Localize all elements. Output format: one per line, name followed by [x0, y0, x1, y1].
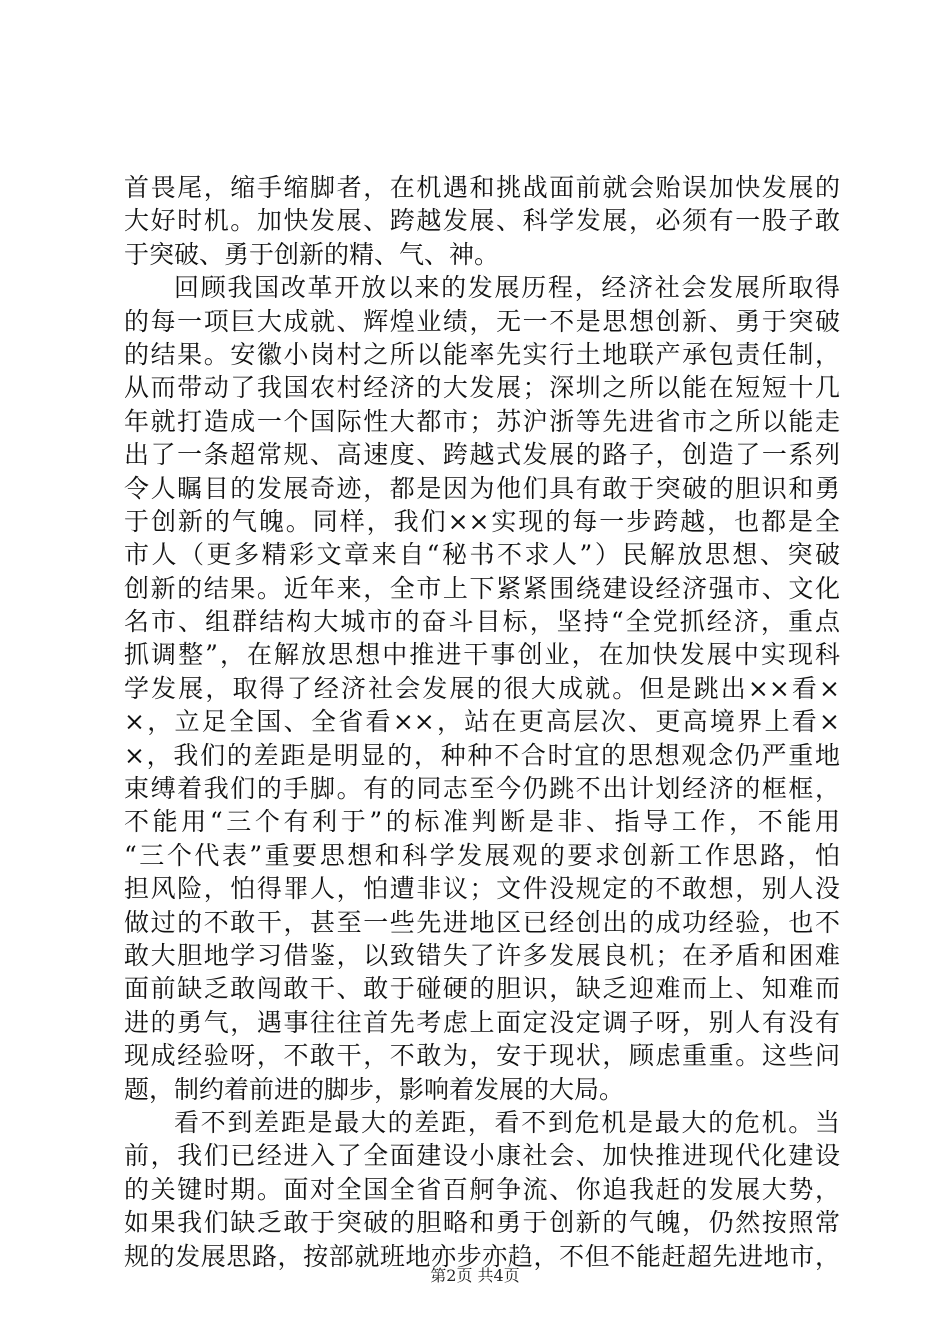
paragraph-line: 抓调整”，在解放思想中推进干事创业，在加快发展中实现科 [124, 640, 840, 670]
document-body [124, 171, 840, 1273]
paragraph-line: 回顾我国改革开放以来的发展历程，经济社会发展所取得 [174, 273, 840, 303]
paragraph-line: 于突破、勇于创新的精、气、神。 [124, 239, 500, 269]
paragraph [124, 1106, 840, 1273]
paragraph-line: 看不到差距是最大的差距，看不到危机是最大的危机。当 [174, 1107, 840, 1137]
paragraph-line: 做过的不敢干，甚至一些先进地区已经创出的成功经验，也不 [124, 907, 840, 937]
paragraph-line: 创新的结果。近年来，全市上下紧紧围绕建设经济强市、文化 [124, 573, 840, 603]
paragraph-line: 的每一项巨大成就、辉煌业绩，无一不是思想创新、勇于突破 [124, 306, 840, 336]
page-footer: 第2页 共4页 [430, 1266, 520, 1285]
paragraph-line: 首畏尾，缩手缩脚者，在机遇和挑战面前就会贻误加快发展的 [124, 173, 840, 202]
paragraph-line: 前，我们已经进入了全面建设小康社会、加快推进现代化建设 [124, 1141, 840, 1171]
paragraph-line: 年就打造成一个国际性大都市；苏沪浙等先进省市之所以能走 [124, 406, 840, 436]
paragraph-line: 如果我们缺乏敢于突破的胆略和勇于创新的气魄，仍然按照常 [124, 1208, 840, 1238]
paragraph-line: 进的勇气，遇事往往首先考虑上面定没定调子呀，别人有没有 [124, 1007, 840, 1037]
paragraph-line: 学发展，取得了经济社会发展的很大成就。但是跳出××看× [124, 673, 840, 703]
paragraph-line: 出了一条超常规、高速度、跨越式发展的路子，创造了一系列 [124, 440, 840, 470]
paragraph-line: 的关键时期。面对全国全省百舸争流、你追我赶的发展大势， [124, 1174, 840, 1204]
paragraph-line: ×，立足全国、全省看××，站在更高层次、更高境界上看× [124, 707, 840, 737]
paragraph-line: ×，我们的差距是明显的，种种不合时宜的思想观念仍严重地 [124, 740, 840, 770]
paragraph-line: 敢大胆地学习借鉴，以致错失了许多发展良机；在矛盾和困难 [124, 940, 840, 970]
paragraph-line: 规的发展思路，按部就班地亦步亦趋，不但不能赶超先进地市， [124, 1241, 840, 1271]
paragraph-line: 现成经验呀，不敢干，不敢为，安于现状，顾虑重重。这些问 [124, 1041, 840, 1071]
paragraph-line: 大好时机。加快发展、跨越发展、科学发展，必须有一股子敢 [124, 206, 840, 236]
paragraph-line: 从而带动了我国农村经济的大发展；深圳之所以能在短短十几 [124, 373, 840, 403]
paragraph-line: 面前缺乏敢闯敢干、敢于碰硬的胆识，缺乏迎难而上、知难而 [124, 974, 840, 1004]
paragraph-line: 束缚着我们的手脚。有的同志至今仍跳不出计划经济的框框， [124, 774, 840, 804]
paragraph-line: 于创新的气魄。同样，我们××实现的每一步跨越，也都是全 [124, 506, 840, 536]
paragraph-line: 担风险，怕得罪人，怕遭非议；文件没规定的不敢想，别人没 [124, 874, 840, 904]
paragraph-line: 名市、组群结构大城市的奋斗目标，坚持“全党抓经济，重点 [124, 607, 840, 637]
paragraph-line: 令人瞩目的发展奇迹，都是因为他们具有敢于突破的胆识和勇 [124, 473, 840, 503]
paragraph-line: 市人（更多精彩文章来自“秘书不求人”）民解放思想、突破 [124, 540, 840, 570]
paragraph [124, 171, 840, 271]
paragraph-line: 的结果。安徽小岗村之所以能率先实行土地联产承包责任制， [124, 339, 840, 369]
paragraph-line: “三个代表”重要思想和科学发展观的要求创新工作思路，怕 [124, 840, 840, 870]
paragraph-line: 题，制约着前进的脚步，影响着发展的大局。 [124, 1074, 625, 1104]
paragraph-line: 不能用“三个有利于”的标准判断是非、指导工作，不能用 [124, 807, 840, 837]
paragraph [124, 271, 840, 1106]
